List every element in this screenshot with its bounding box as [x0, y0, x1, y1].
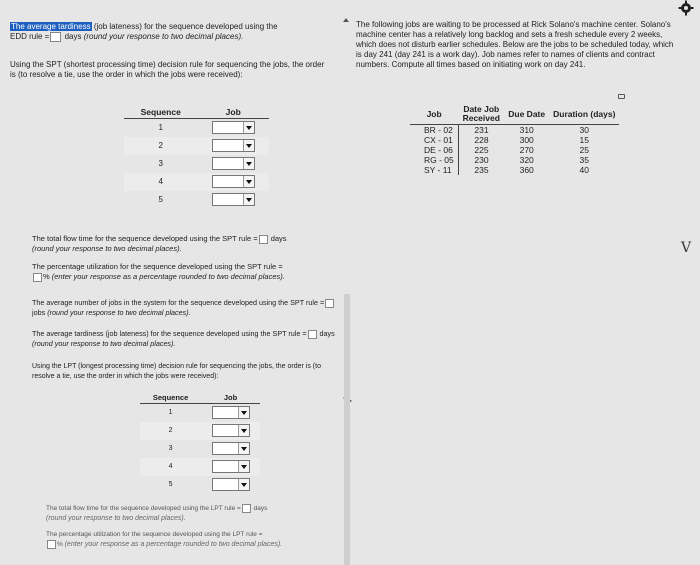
- table-row: 1: [140, 404, 260, 422]
- left-pane: [10, 14, 340, 565]
- spt-job-select-2[interactable]: [212, 139, 255, 152]
- lpt-sequence-table: [140, 392, 260, 494]
- pane-divider[interactable]: [342, 14, 352, 565]
- chevron-down-icon[interactable]: [243, 176, 254, 187]
- spt-sequence-intro: Using the SPT (shortest processing time) decision rule for sequencing the jobs, the order is (to resolve a tie, use the order in which the jobs were received):: [10, 60, 325, 79]
- lpt-job-select-3[interactable]: [212, 442, 250, 455]
- table-row: 4: [124, 173, 269, 191]
- lpt-utilization-question: The percentage utilization for the sequence developed using the LPT rule = % (enter your response as a percentage rounded to two decimal places).: [46, 531, 283, 549]
- chevron-down-icon[interactable]: [243, 158, 254, 169]
- chevron-down-icon[interactable]: [238, 407, 249, 418]
- scrollbar-track[interactable]: [344, 294, 350, 565]
- chevron-down-icon[interactable]: [238, 425, 249, 436]
- chevron-down-icon[interactable]: [243, 122, 254, 133]
- lpt-flow-input[interactable]: [242, 504, 251, 513]
- download-icon[interactable]: [618, 94, 625, 99]
- lpt-job-select-4[interactable]: [212, 460, 250, 473]
- duration-column-header: Duration (days): [549, 104, 619, 125]
- highlighted-text: The average tardiness: [11, 22, 91, 31]
- spt-flow-question: The total flow time for the sequence developed using the SPT rule = days (round your response to two decimal places).: [32, 234, 287, 253]
- edd-tardiness-input[interactable]: [50, 32, 61, 42]
- problem-statement: The following jobs are waiting to be processed at Rick Solano's machine center. Solano's machine center has a relatively long backlog and sets a fresh schedule every 2 weeks, which does not disturb earlier schedules. Below are the jobs to be scheduled today, which is day 241 (day 241 is a work day). Job names refer to names of clients and contract numbers. Compute all times based on initiating work on day 241.: [356, 20, 674, 69]
- chevron-down-icon[interactable]: [243, 194, 254, 205]
- lpt-flow-question: The total flow time for the sequence developed using the LPT rule = days (round your response to two decimal places).: [46, 505, 268, 523]
- sequence-header: Sequence: [124, 106, 197, 119]
- edge-partial-text: V: [681, 240, 692, 256]
- spt-tardiness-question: The average tardiness (job lateness) for the sequence developed using the SPT rule = days (round your response to two decimal places).: [32, 329, 335, 348]
- table-row: SY - 11 235 360 40: [424, 165, 590, 175]
- chevron-down-icon[interactable]: [238, 479, 249, 490]
- chevron-down-icon[interactable]: [243, 140, 254, 151]
- spt-avg-jobs-question: The average number of jobs in the system for the sequence developed using the SPT rule = jobs (round your response to two decimal places).: [32, 298, 340, 318]
- chevron-down-icon[interactable]: [238, 443, 249, 454]
- table-row: 2: [124, 137, 269, 155]
- scroll-up-icon[interactable]: [343, 18, 349, 22]
- spt-job-select-4[interactable]: [212, 175, 255, 188]
- spt-job-select-1[interactable]: [212, 121, 255, 134]
- job-header: Job: [201, 392, 260, 404]
- right-pane: [356, 20, 686, 175]
- spt-job-select-3[interactable]: [212, 157, 255, 170]
- table-row: 2: [140, 422, 260, 440]
- chevron-down-icon[interactable]: [238, 461, 249, 472]
- gear-icon[interactable]: [678, 0, 694, 16]
- job-header: Job: [197, 106, 269, 119]
- table-row: RG - 05 230 320 35: [424, 155, 590, 165]
- lpt-job-select-2[interactable]: [212, 424, 250, 437]
- spt-utilization-input[interactable]: [33, 273, 42, 282]
- date-received-column-header: Date Job Received: [458, 104, 504, 125]
- spt-job-select-5[interactable]: [212, 193, 255, 206]
- table-row: 5: [124, 191, 269, 209]
- sequence-header: Sequence: [140, 392, 201, 404]
- lpt-job-select-5[interactable]: [212, 478, 250, 491]
- table-row: CX - 01 228 300 15: [424, 135, 590, 145]
- spt-sequence-table: [124, 106, 269, 209]
- lpt-sequence-intro: Using the LPT (longest processing time) decision rule for sequencing the jobs, the order is (to resolve a tie, use the order in which the jobs were received):: [32, 363, 321, 380]
- jobs-table: [410, 104, 619, 175]
- spt-flow-input[interactable]: [259, 235, 268, 244]
- table-row: DE - 06 225 270 25: [424, 145, 590, 155]
- lpt-utilization-input[interactable]: [47, 540, 56, 549]
- spt-avg-jobs-input[interactable]: [325, 299, 334, 308]
- edd-tardiness-question: The average tardiness (job lateness) for the sequence developed using the EDD rule = days (round your response to two decimal places).: [10, 22, 278, 42]
- due-date-column-header: Due Date: [504, 104, 549, 125]
- table-row: BR - 02 231 310 30: [424, 125, 590, 135]
- table-row: 3: [124, 155, 269, 173]
- table-row: 3: [140, 440, 260, 458]
- spt-tardiness-input[interactable]: [308, 330, 317, 339]
- table-row: 5: [140, 476, 260, 494]
- table-row: 1: [124, 119, 269, 137]
- lpt-job-select-1[interactable]: [212, 406, 250, 419]
- job-column-header: Job: [410, 104, 458, 125]
- spt-utilization-question: The percentage utilization for the sequence developed using the SPT rule = % (enter your response as a percentage rounded to two decimal places).: [32, 262, 285, 281]
- table-row: 4: [140, 458, 260, 476]
